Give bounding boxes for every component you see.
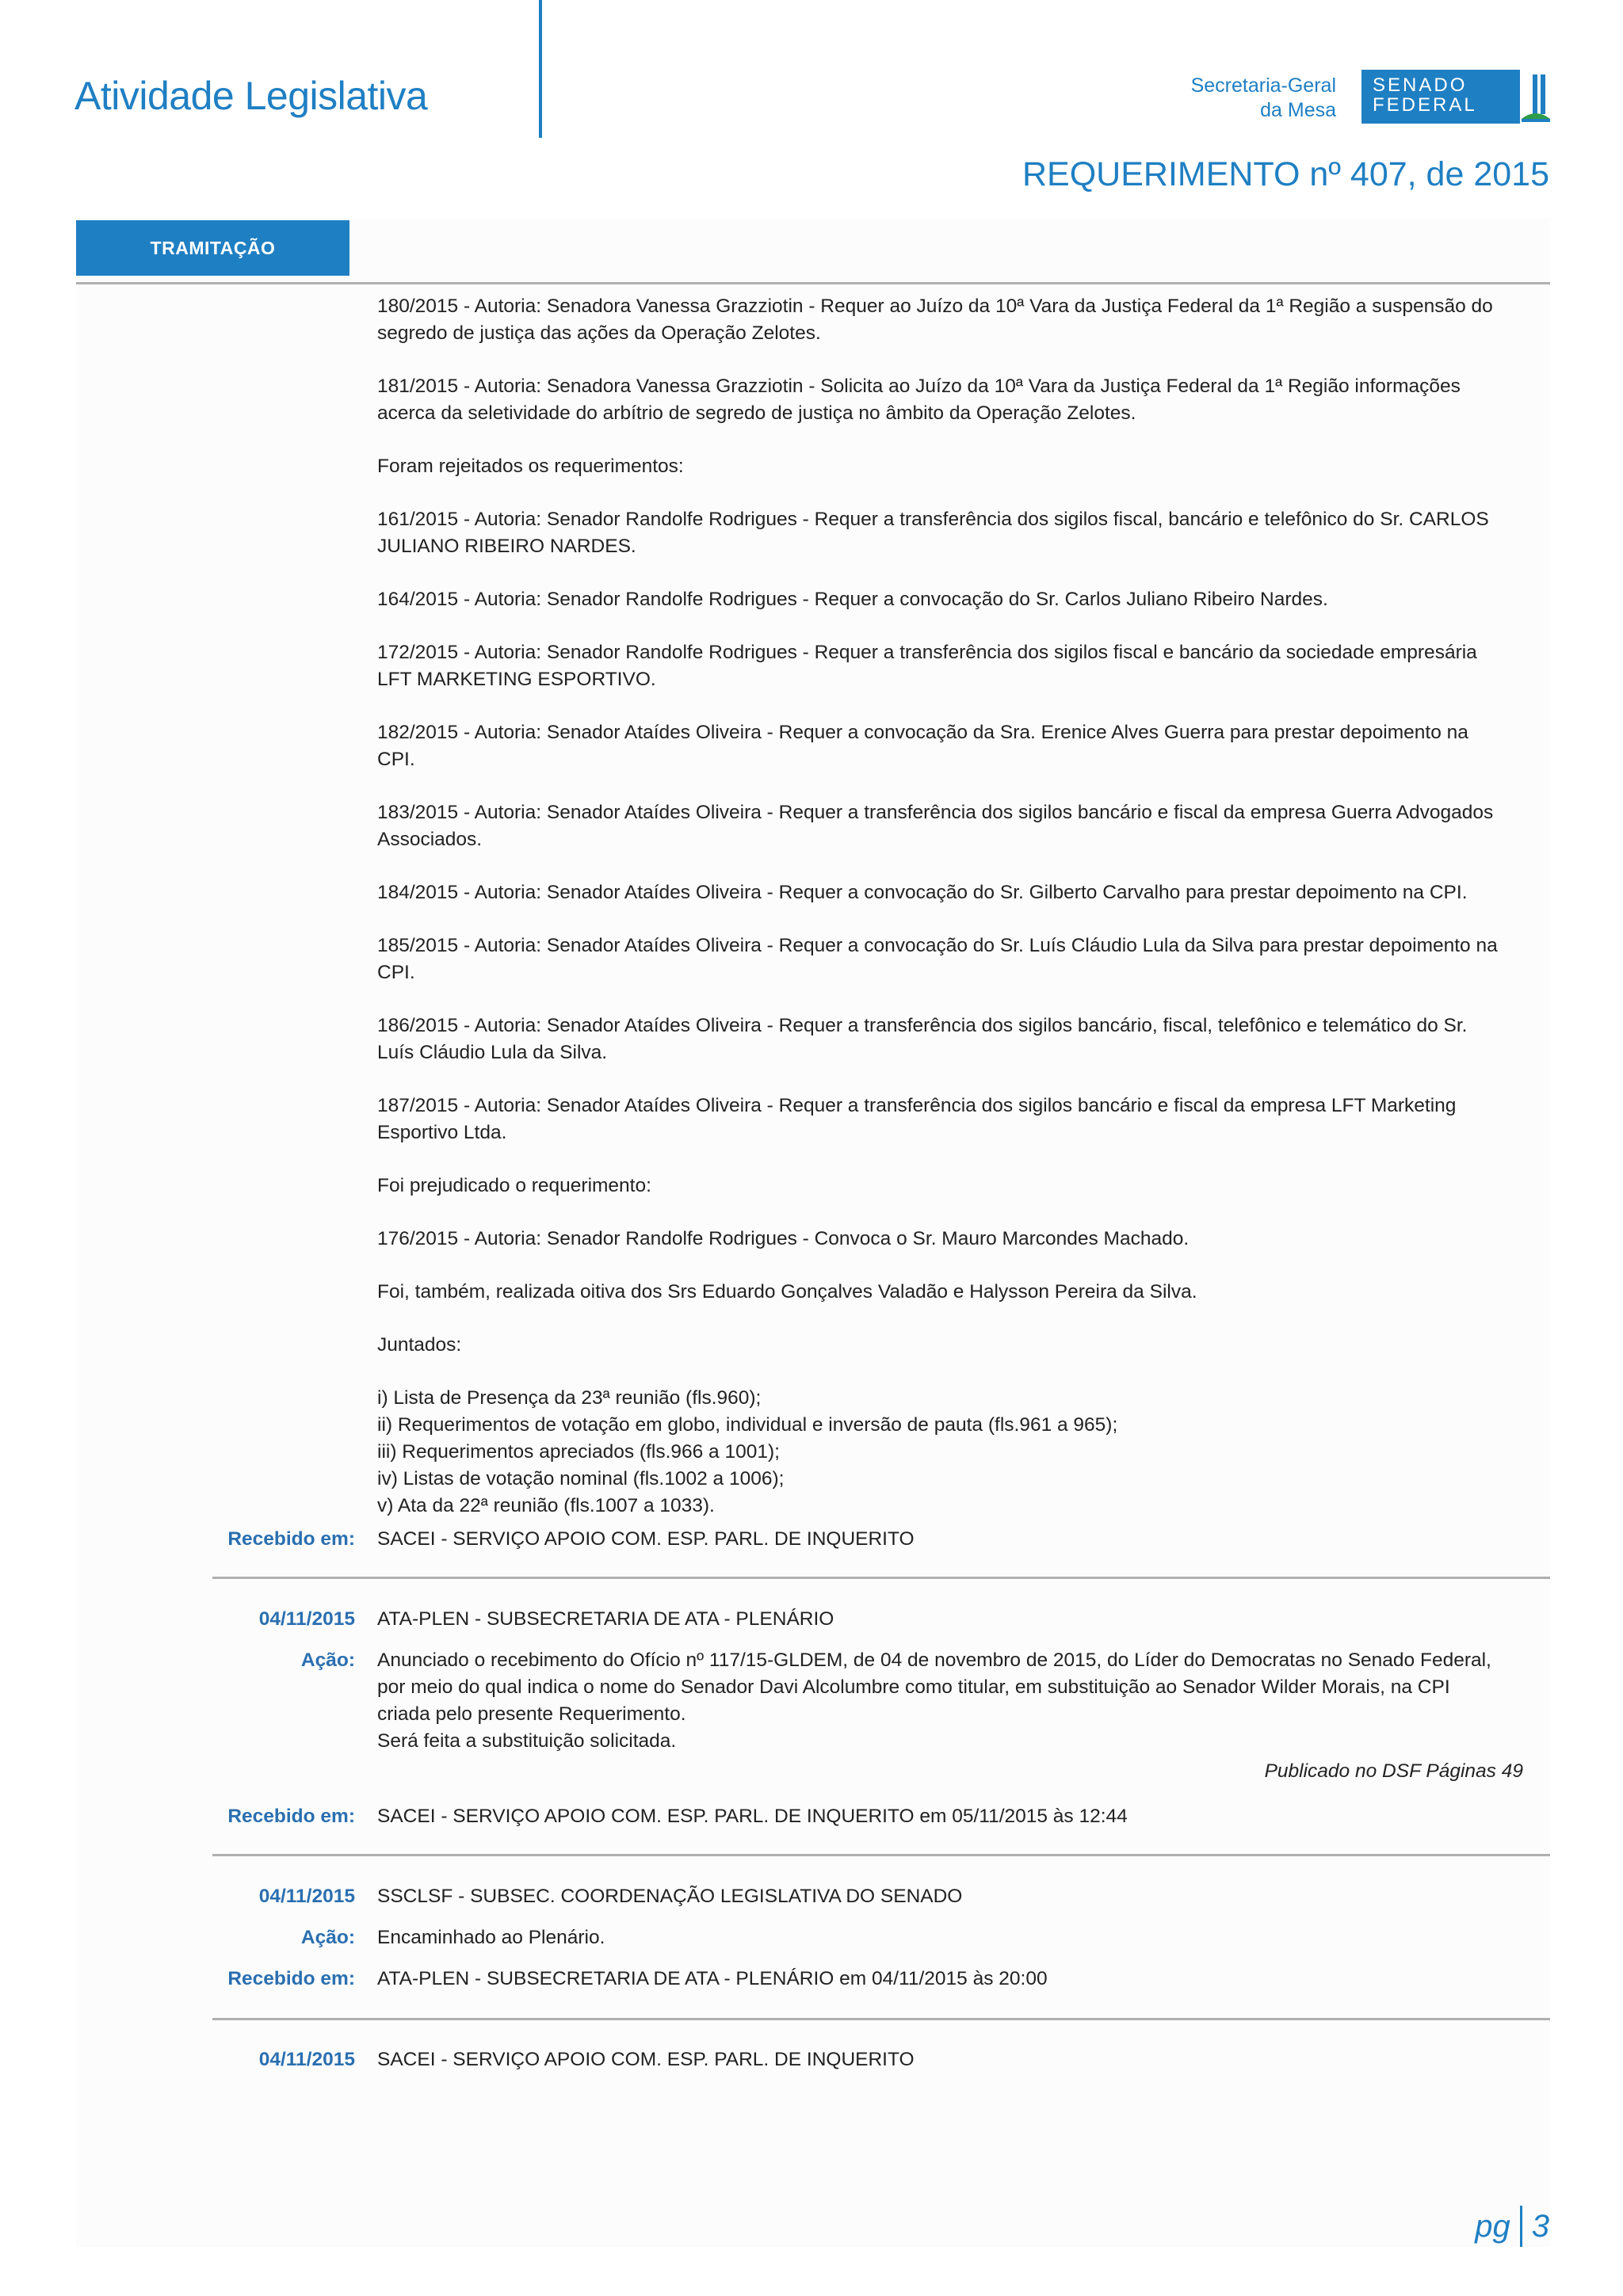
entry-origin: SSCLSF - SUBSEC. COORDENAÇÃO LEGISLATIVA DO SENADO [377,1886,963,1907]
list-item: ii) Requerimentos de votação em globo, individual e inversão de pauta (fls.961 a 965); [377,1414,1118,1436]
text-line: 183/2015 - Autoria: Senador Ataídes Oliveira - Requer a transferência dos sigilos bancário e fiscal da empresa Guerra Advogados [377,802,1494,823]
acao-label: Ação: [300,1650,355,1671]
recebido-label: Recebido em: [227,1528,355,1550]
page-number [1475,2206,1549,2247]
acao-text: Encaminhado ao Plenário. [377,1927,605,1948]
recebido-label: Recebido em: [227,1806,355,1827]
app-title: Atividade Legislativa [74,74,428,118]
text-line: 161/2015 - Autoria: Senador Randolfe Rodrigues - Requer a transferência dos sigilos fiscal, bancário e telefônico do Sr. CARLOS [377,509,1489,530]
paragraph-164 [377,586,1534,613]
org-name-line1: Secretaria-Geral [1190,74,1336,97]
text-line: 184/2015 - Autoria: Senador Ataídes Oliveira - Requer a convocação do Sr. Gilberto Carvalho para prestar depoimento na CPI. [377,882,1468,903]
text-line: acerca da seletividade do arbítrio de segredo de justiça no âmbito da Operação Zelotes. [377,402,1136,424]
text-line: 182/2015 - Autoria: Senador Ataídes Oliveira - Requer a convocação da Sra. Erenice Alves Guerra para prestar depoimento na [377,722,1468,743]
text-line: 185/2015 - Autoria: Senador Ataídes Oliveira - Requer a convocação do Sr. Luís Cláudio Lula da Silva para prestar depoimento na [377,935,1498,956]
acao-label: Ação: [300,1927,355,1948]
recebido-value: SACEI - SERVIÇO APOIO COM. ESP. PARL. DE INQUERITO em 05/11/2015 às 12:44 [377,1806,1128,1827]
page-number-separator [1520,2206,1522,2247]
text-line: CPI. [377,962,415,983]
text-line: CPI. [377,749,415,770]
paragraph-186 [377,1013,1534,1066]
paragraph-oitiva [377,1279,1534,1306]
acao-text [377,1647,1534,1755]
published-note: Publicado no DSF Páginas 49 [1264,1760,1523,1782]
entry-date: 04/11/2015 [258,1608,355,1630]
text-line: Associados. [377,829,483,850]
header-divider [539,0,542,138]
paragraph-182 [377,719,1534,773]
page-label: pg [1475,2208,1510,2244]
paragraph-161 [377,506,1534,560]
paragraph-rejeitados [377,453,1534,480]
text-line: Foi, também, realizada oitiva dos Srs Eduardo Gonçalves Valadão e Halysson Pereira da Silva. [377,1281,1197,1302]
recebido-value: SACEI - SERVIÇO APOIO COM. ESP. PARL. DE INQUERITO [377,1528,915,1550]
paragraph-juntados [377,1332,1534,1359]
entry-origin: SACEI - SERVIÇO APOIO COM. ESP. PARL. DE INQUERITO [377,2049,915,2070]
text-line: por meio do qual indica o nome do Senador Davi Alcolumbre como titular, em substituição ao Senador Wilder Morais, na CPI [377,1676,1450,1698]
org-name [1191,74,1336,123]
text-line: segredo de justiça das ações da Operação Zelotes. [377,322,821,344]
entry-divider [212,1577,1550,1579]
text-line: Esportivo Ltda. [377,1122,507,1143]
list-item: iii) Requerimentos apreciados (fls.966 a 1001); [377,1441,780,1463]
paragraph-185 [377,933,1534,986]
section-divider [76,282,1550,284]
senado-logo-line1: SENADO [1373,74,1468,96]
list-item: v) Ata da 22ª reunião (fls.1007 a 1033). [377,1495,715,1516]
text-line: Foram rejeitados os requerimentos: [377,456,684,477]
paragraph-184 [377,879,1534,906]
text-line: 176/2015 - Autoria: Senador Randolfe Rodrigues - Convoca o Sr. Mauro Marcondes Machado. [377,1228,1190,1249]
recebido-label: Recebido em: [227,1968,355,1989]
text-line: Luís Cláudio Lula da Silva. [377,1042,608,1063]
paragraph-183 [377,799,1534,853]
paragraph-prejudicado [377,1173,1534,1199]
paragraph-172 [377,639,1534,693]
entry-divider [212,1854,1550,1856]
text-line: LFT MARKETING ESPORTIVO. [377,669,656,690]
entry-origin: ATA-PLEN - SUBSECRETARIA DE ATA - PLENÁRIO [377,1608,834,1630]
congress-building-icon [1361,70,1552,124]
senado-logo [1361,70,1552,124]
text-line: JULIANO RIBEIRO NARDES. [377,536,636,557]
list-item: i) Lista de Presença da 23ª reunião (fls.960); [377,1387,762,1409]
text-line: Será feita a substituição solicitada. [377,1730,677,1752]
paragraph-181 [377,373,1534,427]
text-line: criada pelo presente Requerimento. [377,1703,686,1725]
document-title: REQUERIMENTO nº 407, de 2015 [1022,155,1549,193]
text-line: 181/2015 - Autoria: Senadora Vanessa Grazziotin - Solicita ao Juízo da 10ª Vara da Justiça Federal da 1ª Região informações [377,376,1461,397]
paragraph-187 [377,1093,1534,1146]
page-number-value: 3 [1531,2208,1549,2244]
senado-logo-line2: FEDERAL [1373,94,1477,116]
list-item: iv) Listas de votação nominal (fls.1002 a 1006); [377,1468,785,1489]
text-line: 187/2015 - Autoria: Senador Ataídes Oliveira - Requer a transferência dos sigilos bancário e fiscal da empresa LFT Marketing [377,1095,1457,1116]
tab-tramitacao[interactable]: TRAMITAÇÃO [76,220,349,276]
text-line: Anunciado o recebimento do Ofício nº 117/15-GLDEM, de 04 de novembro de 2015, do Líder do Democratas no Senado Federal, [377,1650,1491,1671]
recebido-value: ATA-PLEN - SUBSECRETARIA DE ATA - PLENÁRIO em 04/11/2015 às 20:00 [377,1968,1048,1989]
text-line: 172/2015 - Autoria: Senador Randolfe Rodrigues - Requer a transferência dos sigilos fiscal e bancário da sociedade empresária [377,642,1477,663]
entry-date: 04/11/2015 [258,1886,355,1907]
text-line: Juntados: [377,1334,462,1356]
text-line: 186/2015 - Autoria: Senador Ataídes Oliveira - Requer a transferência dos sigilos bancário, fiscal, telefônico e telemático do Sr. [377,1015,1468,1036]
text-line: 180/2015 - Autoria: Senadora Vanessa Grazziotin - Requer ao Juízo da 10ª Vara da Justiça Federal da 1ª Região a suspensão do [377,296,1493,317]
attachments-list [377,1385,1534,1520]
paragraph-176 [377,1226,1534,1253]
org-name-line2: da Mesa [1260,99,1336,121]
paragraph-180 [377,293,1534,347]
text-line: 164/2015 - Autoria: Senador Randolfe Rodrigues - Requer a convocação do Sr. Carlos Juliano Ribeiro Nardes. [377,589,1328,610]
entry-date: 04/11/2015 [258,2049,355,2070]
text-line: Foi prejudicado o requerimento: [377,1175,651,1196]
entry-divider [212,2018,1550,2020]
